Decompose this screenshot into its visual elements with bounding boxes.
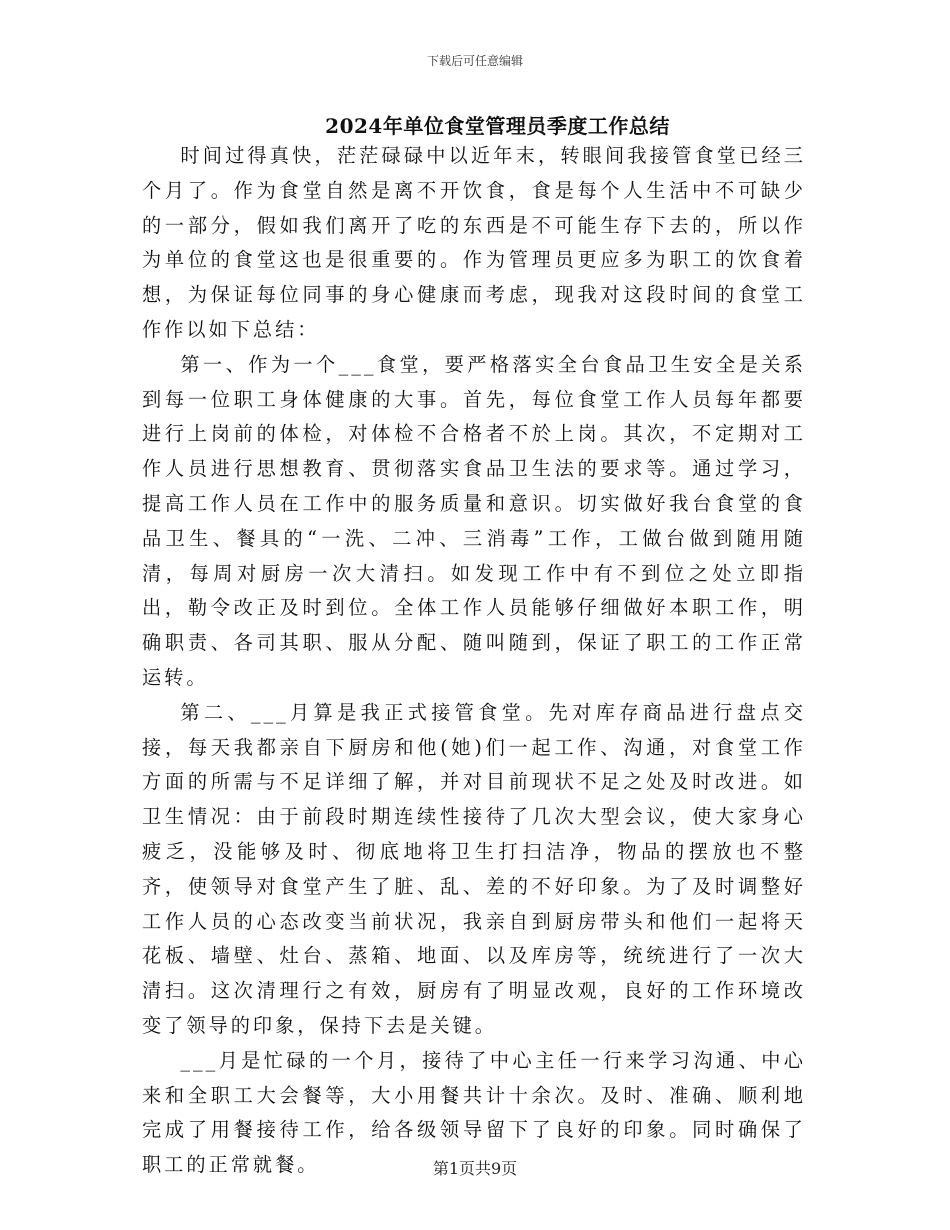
paragraph-intro: 时间过得真快，茫茫碌碌中以近年末，转眼间我接管食堂已经三个月了。作为食堂自然是离不开饮食，食是每个人生活中不可缺少的一部分，假如我们离开了吃的东西是不可能生存下去的，所以作为单位的食堂这也是很重要的。作为管理员更应多为职工的饮食着想，为保证每位同事的身心健康而考虑，现我对这段时间的食堂工作作以如下总结： [142, 144, 806, 341]
paragraph-section-two: 第二、___月算是我正式接管食堂。先对库存商品进行盘点交接，每天我都亲自下厨房和他(她)们一起工作、沟通，对食堂工作方面的所需与不足详细了解，并对目前现状不足之处及时改进。如卫生情况：由于前段时期连续性接待了几次大型会议，使大家身心疲乏，没能够及时、彻底地将卫生打扫洁净，物品的摆放也不整齐，使领导对食堂产生了脏、乱、差的不好印象。为了及时调整好工作人员的心态改变当前状况，我亲自到厨房带头和他们一起将天花板、墙壁、灶台、蒸箱、地面、以及库房等，统统进行了一次大清扫。这次清理行之有效，厨房有了明显改观，良好的工作环境改变了领导的印象，保持下去是关键。 [142, 700, 806, 1037]
page-header-note: 下载后可任意编辑 [426, 54, 523, 68]
page-number-footer: 第1页共9页 [432, 1159, 518, 1178]
paragraph-section-one: 第一、作为一个___食堂，要严格落实全台食品卫生安全是关系到每一位职工身体健康的大事。首先，每位食堂工作人员每年都要进行上岗前的体检，对体检不合格者不於上岗。其次，不定期对工作人员进行思想教育、贯彻落实食品卫生法的要求等。通过学习，提高工作人员在工作中的服务质量和意识。切实做好我台食堂的食品卫生、餐具的“一洗、二冲、三消毒”工作，工做台做到随用随清，每周对厨房一次大清扫。如发现工作中有不到位之处立即指出，勒令改正及时到位。全体工作人员能够仔细做好本职工作，明确职责、各司其职、服从分配、随叫随到，保证了职工的工作正常运转。 [142, 352, 806, 689]
document-body [142, 139, 806, 1183]
document-title: 2024年单位食堂管理员季度工作总结 [325, 114, 670, 138]
paragraph-section-three: ___月是忙碌的一个月，接待了中心主任一行来学习沟通、中心来和全职工大会餐等，大小用餐共计十余次。及时、准确、顺利地完成了用餐接待工作，给各级领导留下了良好的印象。同时确保了职工的正常就餐。 [142, 1048, 806, 1177]
